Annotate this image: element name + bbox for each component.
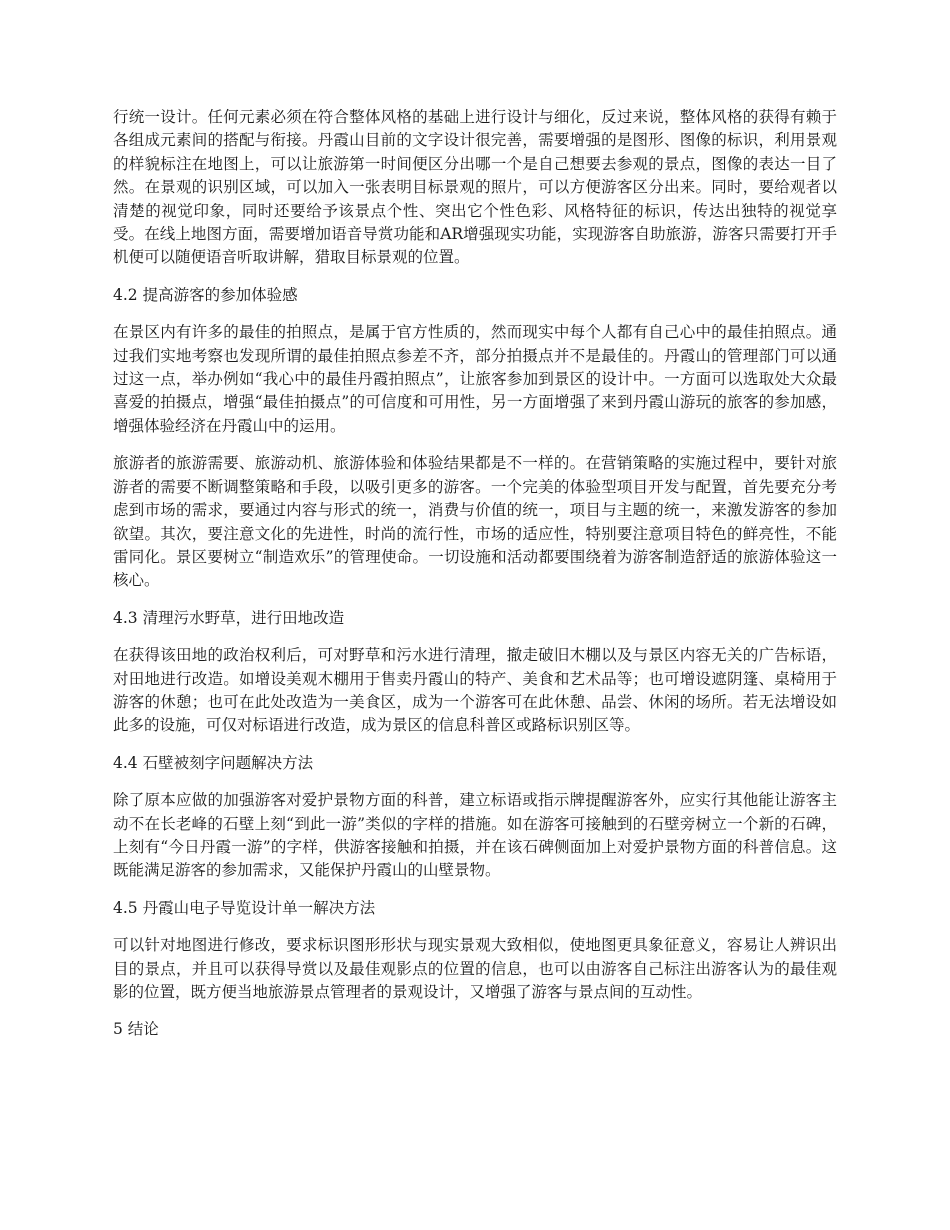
section-heading-4-3: 4.3 清理污水野草，进行田地改造: [113, 608, 345, 627]
paragraph-photo-spots: 在景区内有许多的最佳的拍照点，是属于官方性质的，然而现实中每个人都有自己心中的最佳拍照点。通过我们实地考察也发现所谓的最佳拍照点参差不齐，部分拍摄点并不是最佳的。丹霞山的管理部门可以通过这一点，举办例如“我心中的最佳丹霞拍照点”，让旅客参加到景区的设计中。一方面可以选取处大众最喜爱的拍摄点，增强“最佳拍摄点”的可信度和可用性，另一方面增强了来到丹霞山游玩的旅客的参加感，增强体验经济在丹霞山中的运用。: [113, 323, 837, 435]
paragraph-continued: 行统一设计。任何元素必须在符合整体风格的基础上进行设计与细化，反过来说，整体风格的获得有赖于各组成元素间的搭配与衔接。丹霞山目前的文字设计很完善，需要增强的是图形、图像的标识，利用景观的样貌标注在地图上，可以让旅游第一时间便区分出哪一个是自己想要去参观的景点，图像的表达一目了然。在景观的识别区域，可以加入一张表明目标景观的照片，可以方便游客区分出来。同时，要给观者以清楚的视觉印象，同时还要给予该景点个性、突出它个性色彩、风格特征的标识，传达出独特的视觉享受。在线上地图方面，需要增加语音导赏功能和AR增强现实功能，实现游客自助旅游，游客只需要打开手机便可以随便语音听取讲解，猎取目标景观的位置。: [113, 108, 837, 267]
section-heading-4-5: 4.5 丹霞山电子导览设计单一解决方法: [113, 898, 376, 917]
section-heading-4-2: 4.2 提高游客的参加体验感: [113, 285, 298, 304]
paragraph-electronic-guide: 可以针对地图进行修改，要求标识图形形状与现实景观大致相似，使地图更具象征意义，容易让人辨识出目的景点，并且可以获得导赏以及最佳观影点的位置的信息，也可以由游客自己标注出游客认为的最佳观影的位置，既方便当地旅游景点管理者的景观设计，又增强了游客与景点间的互动性。: [113, 936, 837, 1001]
section-heading-5: 5 结论: [113, 1020, 159, 1039]
paragraph-field-renovation: 在获得该田地的政治权利后，可对野草和污水进行清理，撤走破旧木棚以及与景区内容无关的广告标语，对田地进行改造。如增设美观木棚用于售卖丹霞山的特产、美食和艺术品等；也可增设遮阴篷、桌椅用于游客的休憩；也可在此处改造为一美食区，成为一个游客可在此休憩、品尝、休闲的场所。若无法增设如此多的设施，可仅对标语进行改造，成为景区的信息科普区或路标识别区等。: [113, 646, 837, 735]
section-heading-4-4: 4.4 石壁被刻字问题解决方法: [113, 753, 314, 772]
paragraph-tourist-needs: 旅游者的旅游需要、旅游动机、旅游体验和体验结果都是不一样的。在营销策略的实施过程中，要针对旅游者的需要不断调整策略和手段，以吸引更多的游客。一个完美的体验型项目开发与配置，首先要充分考虑到市场的需求，要通过内容与形式的统一，消费与价值的统一，项目与主题的统一，来激发游客的参加欲望。其次，要注意文化的先进性，时尚的流行性，市场的适应性，特别要注意项目特色的鲜亮性，不能雷同化。景区要树立“制造欢乐”的管理使命。一切设施和活动都要围绕着为游客制造舒适的旅游体验这一核心。: [113, 454, 837, 590]
paragraph-stone-carving: 除了原本应做的加强游客对爱护景物方面的科普，建立标语或指示牌提醒游客外，应实行其他能让游客主动不在长老峰的石壁上刻“到此一游”类似的字样的措施。如在游客可接触到的石壁旁树立一个新的石碑，上刻有“今日丹霞一游”的字样，供游客接触和拍摄，并在该石碑侧面加上对爱护景物方面的科普信息。这既能满足游客的参加需求，又能保护丹霞山的山壁景物。: [113, 791, 837, 880]
document-page: [113, 106, 837, 1056]
